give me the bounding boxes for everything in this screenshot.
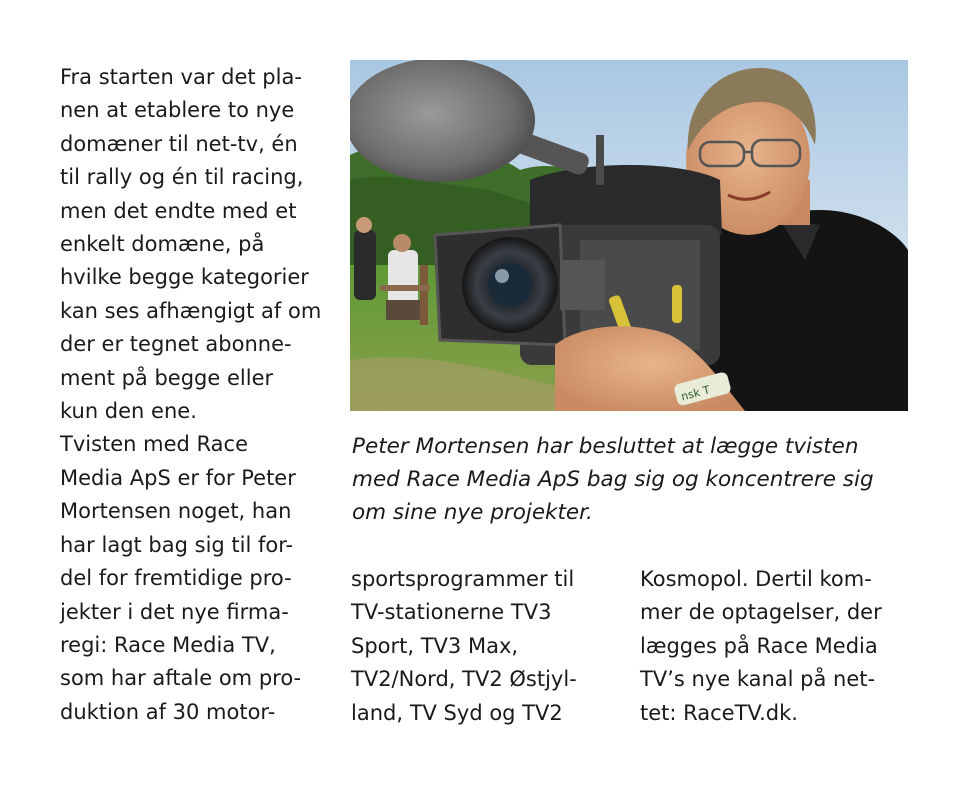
body-text-line: til rally og én til racing,	[60, 165, 304, 190]
wristband-text: nsk T	[679, 383, 712, 404]
body-text-line: del for fremtidige pro-	[60, 566, 292, 591]
article-column-3	[640, 563, 920, 730]
body-text-line: tet: RaceTV.dk.	[640, 700, 798, 725]
body-text-line: Fra starten var det pla-	[60, 65, 302, 89]
body-text-line: Mortensen noget, han	[60, 499, 292, 524]
body-text-line: Sport, TV3 Max,	[351, 633, 519, 658]
caption-line: om sine nye projekter.	[352, 500, 593, 525]
article-column-1	[60, 61, 340, 729]
body-text-line: regi: Race Media TV,	[60, 632, 276, 657]
body-text-line: sportsprogrammer til	[351, 567, 575, 591]
body-text-line: har lagt bag sig til for-	[60, 532, 294, 557]
body-text-line: duktion af 30 motor-	[60, 699, 276, 724]
body-text-line: TV2/Nord, TV2 Østjyl-	[351, 667, 577, 692]
caption-line: Peter Mortensen har besluttet at lægge tvisten	[352, 434, 859, 459]
photo-caption	[352, 430, 922, 529]
body-text-line: som har aftale om pro-	[60, 666, 302, 691]
body-text-line: Kosmopol. Dertil kom-	[640, 567, 872, 591]
body-text-line: hvilke begge kategorier	[60, 265, 309, 290]
body-text-line: kun den ene.	[60, 399, 197, 424]
body-text-line: lægges på Race Media	[640, 633, 878, 658]
body-text-line: land, TV Syd og TV2	[351, 700, 563, 725]
body-text-line: jekter i det nye firma-	[60, 599, 289, 624]
photo-illustration	[350, 60, 908, 411]
article-photo	[350, 60, 908, 411]
body-text-line: kan ses afhængigt af om	[60, 298, 322, 323]
body-text-line: nen at etablere to nye	[60, 98, 295, 123]
body-text-line: der er tegnet abonne-	[60, 332, 292, 357]
body-text-line: TV’s nye kanal på net-	[640, 667, 876, 692]
body-text-line: mer de optagelser, der	[640, 600, 882, 625]
body-text-line: ment på begge eller	[60, 365, 274, 390]
body-text-line: men det endte med et	[60, 198, 297, 223]
body-text-line: Media ApS er for Peter	[60, 465, 296, 490]
body-text-line: Tvisten med Race	[60, 432, 249, 457]
body-text-line: domæner til net-tv, én	[60, 131, 298, 156]
body-text-line: enkelt domæne, på	[60, 232, 265, 257]
body-text-line: TV-stationerne TV3	[351, 600, 552, 625]
article-column-2	[351, 563, 611, 730]
caption-line: med Race Media ApS bag sig og koncentrere sig	[352, 467, 874, 492]
